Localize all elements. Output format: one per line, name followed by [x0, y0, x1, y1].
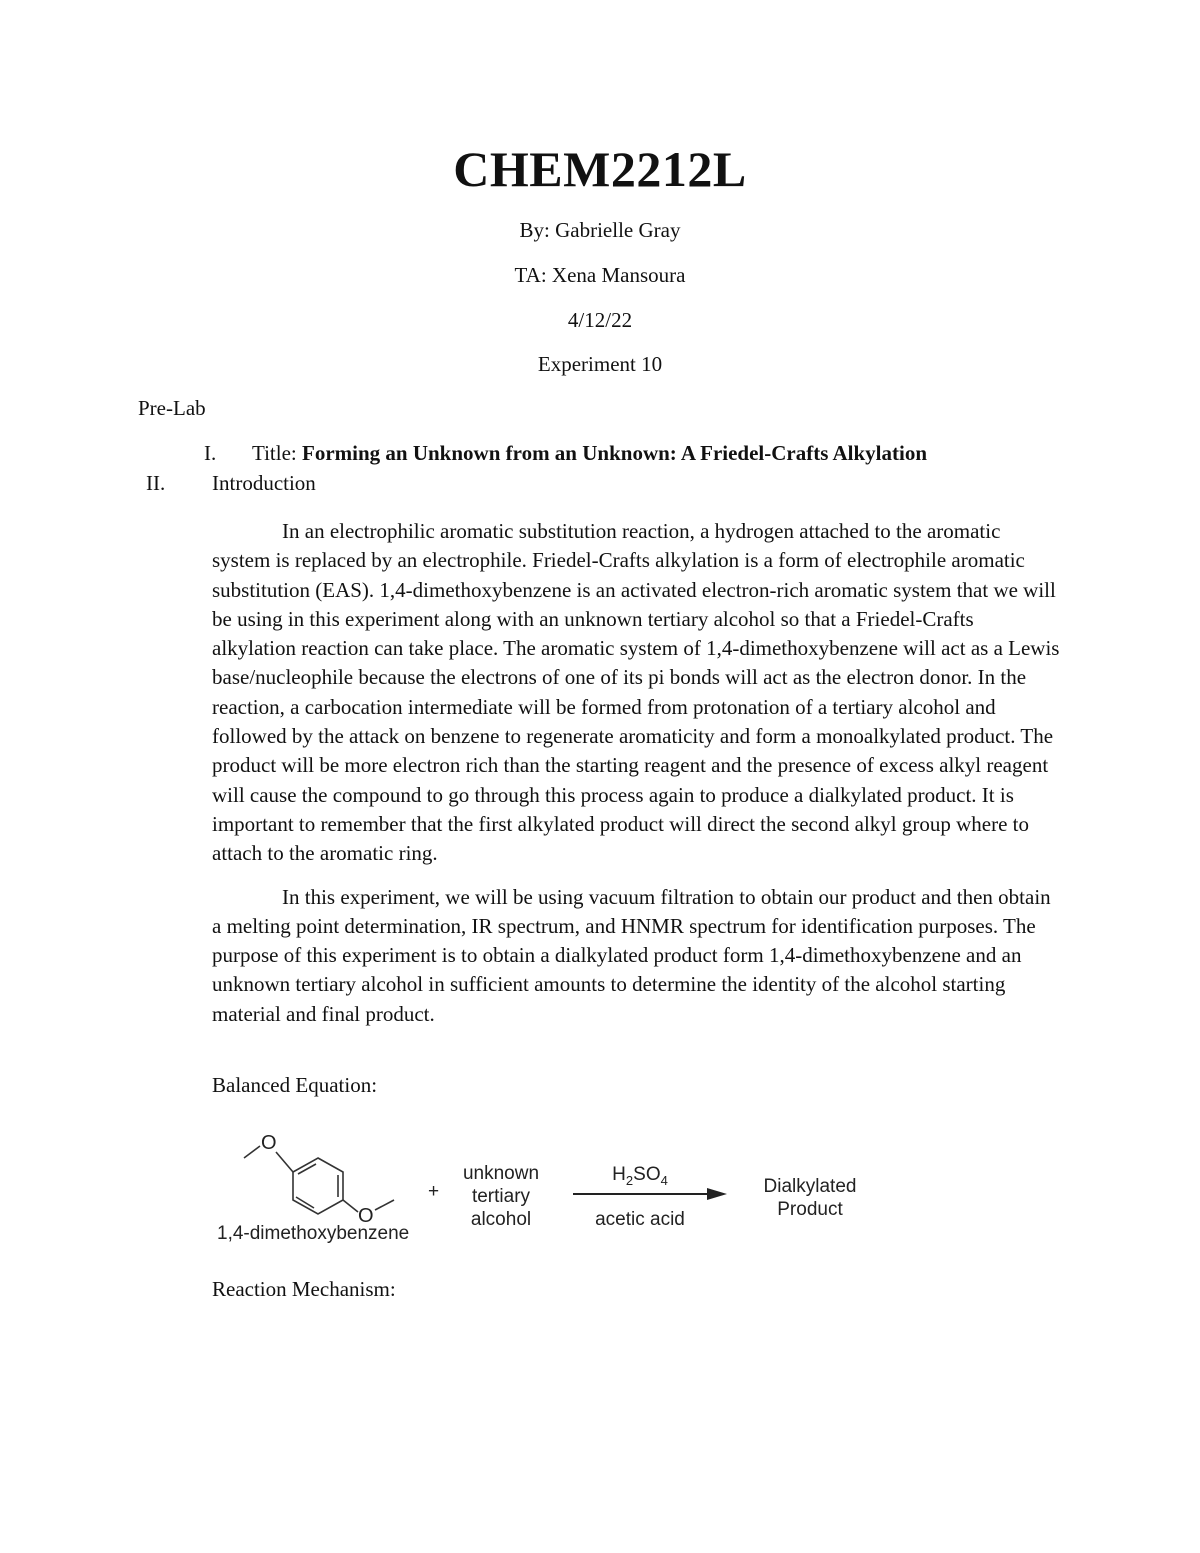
reagent-so: SO: [633, 1164, 661, 1185]
second-reactant-line: unknown: [462, 1163, 540, 1184]
intro-paragraph: In an electrophilic aromatic substitution reaction, a hydrogen attached to the aromatic system is replaced by an electrophile. Friedel-Crafts alkylation is a form of electrophile aromatic substitution (EAS). 1,4-dimethoxybenzene is an activated electron-rich aromatic system that we will be using in this experiment along with an unknown tertiary alcohol so that a Friedel-Crafts alkylation reaction can take place. The aromatic system of 1,4-dimethoxybenzene will act as a Lewis base/nucleophile because the electrons of one of its pi bonds will act as the electron donor. In the reaction, a carbocation intermediate will be formed from protonation of a tertiary alcohol and followed by the attack on benzene to regenerate aromaticity and form a monoalkylated product. The product will be more electron rich than the starting reagent and the presence of excess alkyl reagent will cause the compound to go through this process again to produce a dialkylated product. It is important to remember that the first alkylated product will direct the second alkyl group where to attach to the aromatic ring.: [212, 519, 1060, 866]
experiment-title: Forming an Unknown from an Unknown: A Friedel-Crafts Alkylation: [302, 441, 928, 465]
introduction-body: [212, 517, 1062, 1043]
benzene-ring-structure: [244, 1146, 394, 1214]
outline-item-introduction: [146, 471, 316, 496]
prelab-heading: Pre-Lab: [138, 396, 206, 420]
balanced-equation-label: Balanced Equation:: [212, 1073, 378, 1097]
outline-numeral: I.: [204, 441, 217, 465]
product-line: Product: [777, 1199, 843, 1220]
reagent-formula: [612, 1164, 668, 1188]
introduction-heading: Introduction: [212, 471, 316, 495]
experiment-line: Experiment 10: [537, 352, 663, 376]
reaction-arrow: [573, 1188, 727, 1200]
ta-line: TA: Xena Mansoura: [514, 263, 686, 287]
intro-paragraph: In this experiment, we will be using vacuum filtration to obtain our product and then obtain a melting point determination, IR spectrum, and HNMR spectrum for identification purposes. The purpose of this experiment is to obtain a dialkylated product form 1,4-dimethoxybenzene and an unknown tertiary alcohol in sufficient amounts to determine the identity of the alcohol starting material and final product.: [212, 884, 1051, 1026]
product-line: Dialkylated: [763, 1176, 857, 1197]
reaction-scheme: [200, 1118, 900, 1248]
second-reactant-line: alcohol: [470, 1209, 532, 1230]
reaction-mechanism-label: Reaction Mechanism:: [212, 1277, 396, 1301]
outline-numeral: II.: [146, 471, 166, 495]
title-prefix: Title:: [252, 441, 302, 465]
course-title: CHEM2212L: [453, 141, 747, 197]
reagent-h: H: [612, 1164, 626, 1185]
date-line: 4/12/22: [567, 308, 633, 332]
oxygen-label-top: O: [261, 1132, 277, 1154]
reagent-subscript: 2: [625, 1173, 634, 1188]
reactant-name: 1,4-dimethoxybenzene: [217, 1223, 410, 1244]
second-reactant-line: tertiary: [471, 1186, 531, 1207]
plus-sign: +: [428, 1181, 440, 1202]
oxygen-label-bottom: O: [358, 1205, 374, 1227]
solvent-label: acetic acid: [595, 1209, 685, 1230]
author-line: By: Gabrielle Gray: [519, 218, 681, 242]
outline-item-title: [204, 441, 927, 466]
reagent-subscript: 4: [660, 1173, 668, 1188]
